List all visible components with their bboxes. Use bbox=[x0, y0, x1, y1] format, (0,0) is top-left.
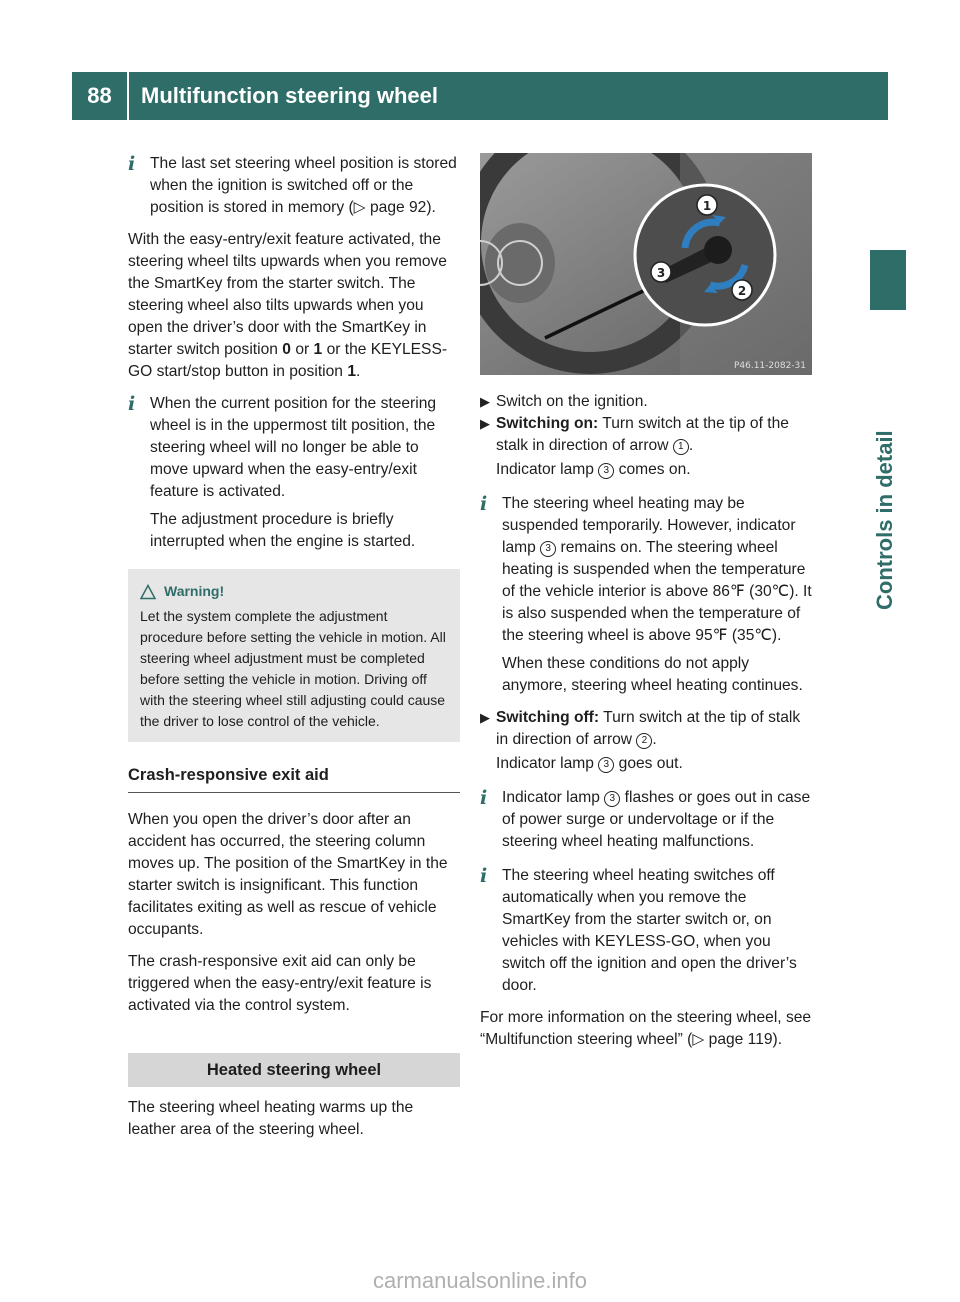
step-item: ▶ Switching on: Turn switch at the tip of the stalk in direction of arrow 1 . Indicator lamp 3 comes on. bbox=[480, 413, 812, 481]
steering-photo-illustration bbox=[480, 153, 812, 375]
side-tab bbox=[872, 130, 912, 650]
paragraph: With the easy-entry/exit feature activated, the steering wheel tilts upwards when you remove the SmartKey from the starter switch. The steering wheel also tilts upwards when you open the driver’s door with the SmartKey in starter switch position 0 or 1 or the KEYLESS-GO start/stop button in position 1. bbox=[128, 231, 448, 380]
note-text: When the current position for the steering wheel is in the uppermost tilt position, the steering wheel will no longer be able to move upward when the easy-entry/exit feature is activated. bbox=[150, 395, 437, 500]
figure-code: P46.11-2082-31 bbox=[733, 361, 806, 371]
warning-box bbox=[128, 569, 460, 742]
note-text: The last set steering wheel position is stored when the ignition is switched off or the position is stored in memory (▷ page 92). bbox=[150, 155, 457, 216]
info-icon: i bbox=[480, 493, 488, 515]
note-text: The adjustment procedure is briefly interrupted when the engine is started. bbox=[150, 511, 416, 550]
paragraph: When you open the driver’s door after an accident has occurred, the steering column moves up. The position of the SmartKey in the starter switch is insignificant. This function facilitates exiting as well as rescue of vehicle occupants. bbox=[128, 811, 448, 938]
info-note: i The steering wheel heating switches off automatically when you remove the SmartKey from the starter switch or, on vehicles with KEYLESS-GO, when you switch off the ignition and open the driver’s door. bbox=[480, 865, 797, 994]
warning-triangle-icon bbox=[140, 584, 156, 600]
side-tab-label: Controls in detail bbox=[872, 430, 897, 610]
info-icon: i bbox=[128, 393, 136, 415]
subheading-crash: Crash-responsive exit aid bbox=[128, 764, 460, 793]
info-icon: i bbox=[480, 865, 488, 887]
step-arrow-icon: ▶ bbox=[480, 416, 490, 431]
info-note bbox=[128, 393, 460, 553]
left-column bbox=[128, 153, 460, 1151]
page-title: Multifunction steering wheel bbox=[141, 83, 439, 108]
step-item: ▶ Switching off: Turn switch at the tip of stalk in direction of arrow 2 . Indicator lamp 3 goes out. bbox=[480, 707, 812, 775]
step-item: ▶ Switch on the ignition. bbox=[480, 391, 812, 413]
warning-text: Let the system complete the adjustment procedure before setting the vehicle in motion. All steering wheel adjustment must be completed before setting the vehicle in motion. Driving off with the steering wheel still adjusting could cause the driver to lose control of the vehicle. bbox=[140, 608, 446, 729]
paragraph: The crash-responsive exit aid can only be triggered when the easy-entry/exit feature is activated via the control system. bbox=[128, 953, 432, 1014]
info-icon: i bbox=[128, 153, 136, 175]
steering-wheel-photo bbox=[480, 153, 812, 375]
step-arrow-icon: ▶ bbox=[480, 710, 490, 725]
watermark: carmanualsonline.info bbox=[372, 1268, 588, 1293]
info-note: i The steering wheel heating may be suspended temporarily. However, indicator lamp 3 remains on. The steering wheel heating is suspended when the temperature of the vehicle interior is above 86℉ (30℃). It is also suspended when the temperature of the steering wheel is above 95℉ (35℃). When these conditions do not apply anymore, steering wheel heating continues. bbox=[480, 493, 812, 694]
section-heading-heated: Heated steering wheel bbox=[128, 1053, 460, 1087]
info-note: i Indicator lamp 3 flashes or goes out in case of power surge or undervoltage or if the steering wheel heating malfunctions. bbox=[480, 787, 811, 850]
right-column bbox=[480, 153, 812, 1061]
paragraph: For more information on the steering wheel, see “Multifunction steering wheel” (▷ page 119). bbox=[480, 1009, 812, 1048]
callout-1-label: 1 bbox=[702, 199, 712, 213]
callout-3-label: 3 bbox=[656, 266, 666, 280]
page-number: 88 bbox=[72, 72, 129, 120]
paragraph: The steering wheel heating warms up the leather area of the steering wheel. bbox=[128, 1099, 414, 1138]
step-arrow-icon: ▶ bbox=[480, 394, 490, 409]
info-icon: i bbox=[480, 787, 488, 809]
warning-title: Warning! bbox=[164, 583, 225, 599]
callout-2-label: 2 bbox=[737, 284, 747, 298]
side-tab-marker bbox=[870, 250, 906, 310]
info-note bbox=[128, 153, 460, 219]
header-bar bbox=[72, 72, 888, 120]
